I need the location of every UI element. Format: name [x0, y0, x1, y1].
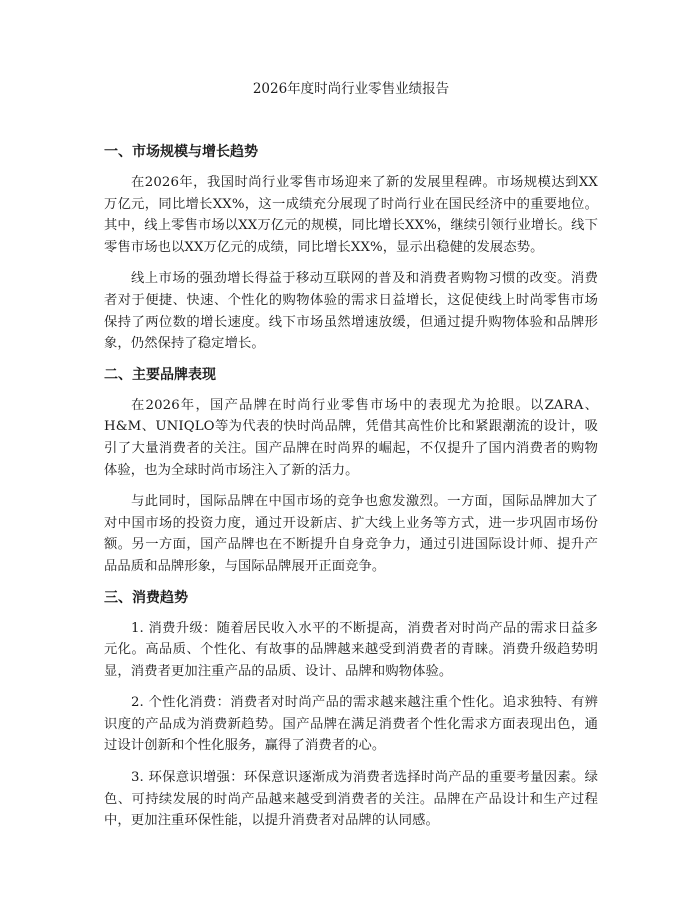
section-brand-performance: [104, 365, 598, 578]
paragraph: 2. 个性化消费：消费者对时尚产品的需求越来越注重个性化。追求独特、有辨识度的产品成为消费新趋势。国产品牌在满足消费者个性化需求方面表现出色，通过设计创新和个性化服务，赢得了消费者的心。: [104, 695, 598, 754]
section-heading: 一、市场规模与增长趋势: [104, 144, 258, 160]
paragraph: 在2026年，国产品牌在时尚行业零售市场中的表现尤为抢眼。以ZARA、H&M、UNIQLO等为代表的快时尚品牌，凭借其高性价比和紧跟潮流的设计，吸引了大量消费者的关注。国产品牌在时尚界的崛起，不仅提升了国内消费者的购物体验，也为全球时尚市场注入了新的活力。: [104, 397, 598, 478]
section-heading: 二、主要品牌表现: [104, 366, 216, 383]
section-market-size: [104, 142, 598, 355]
section-heading: 三、消费趋势: [104, 589, 188, 606]
section-consumer-trends: [104, 588, 598, 832]
paragraph: 1. 消费升级：随着居民收入水平的不断提高，消费者对时尚产品的需求日益多元化。高品质、个性化、有故事的品牌越来越受到消费者的青睐。消费升级趋势明显，消费者更加注重产品的品质、设计、品牌和购物体验。: [104, 620, 598, 679]
paragraph: 与此同时，国际品牌在中国市场的竞争也愈发激烈。一方面，国际品牌加大了对中国市场的投资力度，通过开设新店、扩大线上业务等方式，进一步巩固市场份额。另一方面，国产品牌也在不断提升自身竞争力，通过引进国际设计师、提升产品品质和品牌形象，与国际品牌展开正面竞争。: [104, 494, 598, 574]
document-title: 2026年度时尚行业零售业绩报告: [252, 81, 450, 97]
paragraph: 在2026年，我国时尚行业零售市场迎来了新的发展里程碑。市场规模达到XX万亿元，同比增长XX%，这一成绩充分展现了时尚行业在国民经济中的重要地位。其中，线上零售市场以XX万亿元的规模，同比增长XX%，继续引领行业增长。线下零售市场也以XX万亿元的成绩，同比增长XX%，显示出稳健的发展态势。: [104, 175, 598, 255]
document-page: [104, 79, 598, 842]
paragraph: 线上市场的强劲增长得益于移动互联网的普及和消费者购物习惯的改变。消费者对于便捷、快速、个性化的购物体验的需求日益增长，这促使线上时尚零售市场保持了两位数的增长速度。线下市场虽然增速放缓，但通过提升购物体验和品牌形象，仍然保持了稳定增长。: [104, 271, 598, 352]
paragraph: 3. 环保意识增强：环保意识逐渐成为消费者选择时尚产品的重要考量因素。绿色、可持续发展的时尚产品越来越受到消费者的关注。品牌在产品设计和生产过程中，更加注重环保性能，以提升消费者对品牌的认同感。: [104, 770, 598, 829]
